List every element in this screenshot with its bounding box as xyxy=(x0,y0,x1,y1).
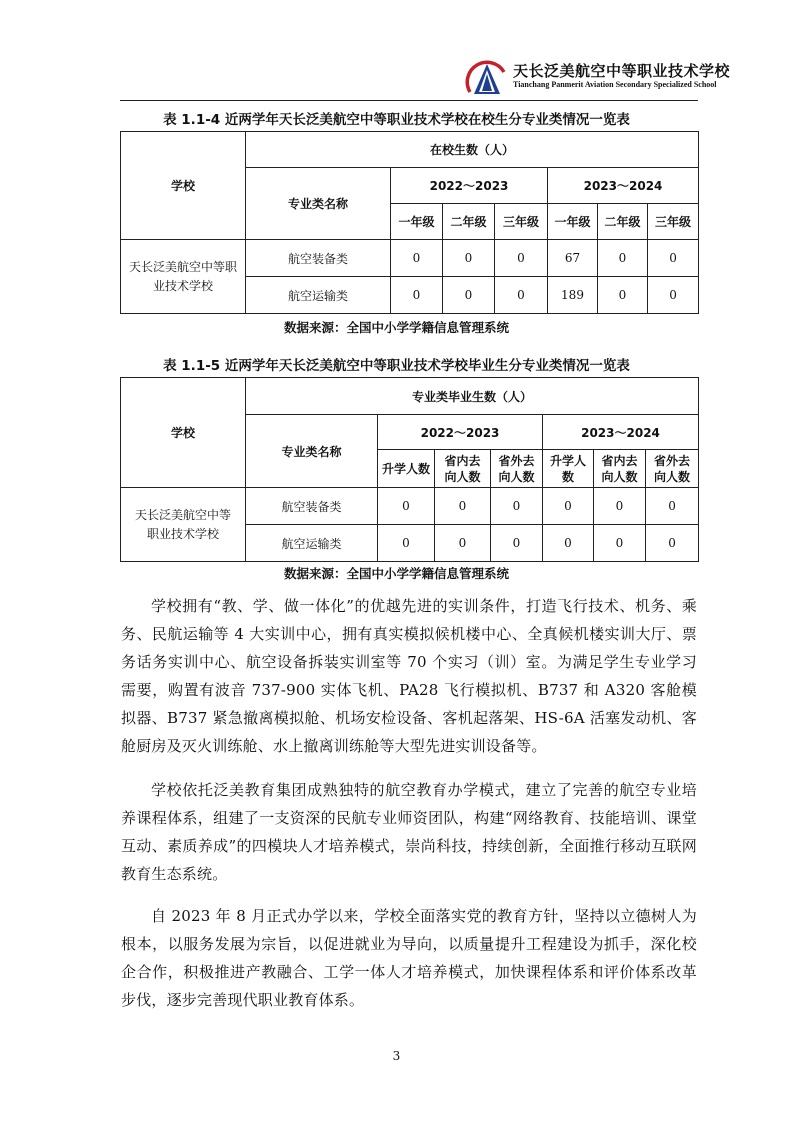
table2-cell: 0 xyxy=(491,488,543,525)
table2-caption: 表 1.1-5 近两学年天长泛美航空中等职业技术学校毕业生分专业类情况一览表 xyxy=(163,358,630,374)
school-name-cn: 天长泛美航空中等职业技术学校 xyxy=(513,62,731,80)
body-paragraph: 学校拥有“教、学、做一体化”的优越先进的实训条件，打造飞行技术、机务、乘务、民航运输等 4 大实训中心，拥有真实模拟候机楼中心、全真候机楼实训大厅、票务话务实训中心、航空设备拆装实训室等 70 个实习（训）室。为满足学生专业学习需要，购置有波音 737-900 实体飞机、PA28 飞行模拟机、B737 和 A320 客舱模拟器、B737 紧急撤离模拟舱、机场安检设备、客机起落架、HS-6A 活塞发动机、客舱厨房及灭火训练舱、水上撤离训练舱等大型先进实训设备等。 xyxy=(121,597,697,755)
table1-school-header: 学校 xyxy=(121,132,246,240)
table1-major: 航空装备类 xyxy=(246,240,391,277)
school-name-en: Tianchang Panmerit Aviation Secondary Specialized School xyxy=(513,80,717,89)
table2-cell: 0 xyxy=(435,525,491,562)
table1-group-header: 在校生数（人） xyxy=(246,132,699,168)
table2-subcol-header: 省外去向人数 xyxy=(646,450,699,488)
table1-grade-header: 二年级 xyxy=(443,204,495,240)
table1-caption: 表 1.1-4 近两学年天长泛美航空中等职业技术学校在校生分专业类情况一览表 xyxy=(163,112,630,128)
table2-source: 数据来源：全国中小学学籍信息管理系统 xyxy=(283,566,509,581)
table1-cell: 0 xyxy=(391,240,443,277)
table1-grade-header: 一年级 xyxy=(548,204,598,240)
table2-cell: 0 xyxy=(435,488,491,525)
table1-grade-header: 三年级 xyxy=(648,204,699,240)
table1-cell: 0 xyxy=(391,277,443,314)
table2-subcol-header: 升学人数 xyxy=(378,450,435,488)
table2-cell: 0 xyxy=(491,525,543,562)
table2-major: 航空运输类 xyxy=(246,525,378,562)
table1-cell: 189 xyxy=(548,277,598,314)
table2-year1-header: 2022～2023 xyxy=(378,415,543,450)
table2-cell: 0 xyxy=(378,525,435,562)
page-header xyxy=(120,56,731,100)
table1-cell: 0 xyxy=(495,277,548,314)
table2-subcol-header: 升学人数 xyxy=(543,450,594,488)
table1-grade-header: 二年级 xyxy=(598,204,648,240)
page-number: 3 xyxy=(392,1049,401,1063)
table2-subcol-header: 省外去向人数 xyxy=(491,450,543,488)
table2-subcol-header: 省内去向人数 xyxy=(435,450,491,488)
table2-major-header: 专业类名称 xyxy=(246,415,378,488)
school-logo-icon xyxy=(464,58,510,98)
table2-cell: 0 xyxy=(543,525,594,562)
table2-group-header: 专业类毕业生数（人） xyxy=(246,378,699,415)
table1-major-header: 专业类名称 xyxy=(246,168,391,240)
table-row xyxy=(121,240,699,277)
table2-school-header: 学校 xyxy=(121,378,246,488)
table1-cell: 0 xyxy=(598,240,648,277)
table2-major: 航空装备类 xyxy=(246,488,378,525)
body-paragraph: 学校依托泛美教育集团成熟独特的航空教育办学模式，建立了完善的航空专业培养课程体系，组建了一支资深的民航专业师资团队，构建“网络教育、技能培训、课堂互动、素质养成”的四模块人才培养模式，崇尚科技，持续创新，全面推行移动互联网教育生态系统。 xyxy=(121,781,697,883)
table1-year1-header: 2022～2023 xyxy=(391,168,548,204)
table1-cell: 67 xyxy=(548,240,598,277)
header-divider xyxy=(120,100,698,101)
table2-subcol-header: 省内去向人数 xyxy=(594,450,646,488)
table1-major: 航空运输类 xyxy=(246,277,391,314)
table-row xyxy=(121,488,699,525)
table1-enrollment xyxy=(120,131,699,314)
table1-source: 数据来源：全国中小学学籍信息管理系统 xyxy=(283,320,509,335)
table2-cell: 0 xyxy=(594,488,646,525)
table2-graduates xyxy=(120,377,699,562)
table2-year2-header: 2023～2024 xyxy=(543,415,699,450)
table2-cell: 0 xyxy=(646,488,699,525)
table2-cell: 0 xyxy=(378,488,435,525)
table2-cell: 0 xyxy=(594,525,646,562)
table2-school-name: 天长泛美航空中等职业技术学校 xyxy=(121,488,246,562)
table1-cell: 0 xyxy=(598,277,648,314)
table1-cell: 0 xyxy=(443,277,495,314)
table1-cell: 0 xyxy=(648,277,699,314)
table1-year2-header: 2023～2024 xyxy=(548,168,699,204)
table1-grade-header: 一年级 xyxy=(391,204,443,240)
table2-cell: 0 xyxy=(646,525,699,562)
body-paragraph: 自 2023 年 8 月正式办学以来，学校全面落实党的教育方针，坚持以立德树人为根本，以服务发展为宗旨，以促进就业为导向，以质量提升工程建设为抓手，深化校企合作，积极推进产教融合、工学一体人才培养模式，加快课程体系和评价体系改革步伐，逐步完善现代职业教育体系。 xyxy=(121,907,697,1009)
table1-cell: 0 xyxy=(648,240,699,277)
table1-grade-header: 三年级 xyxy=(495,204,548,240)
table1-cell: 0 xyxy=(495,240,548,277)
table1-school-name: 天长泛美航空中等职业技术学校 xyxy=(121,240,246,314)
table2-cell: 0 xyxy=(543,488,594,525)
table1-cell: 0 xyxy=(443,240,495,277)
